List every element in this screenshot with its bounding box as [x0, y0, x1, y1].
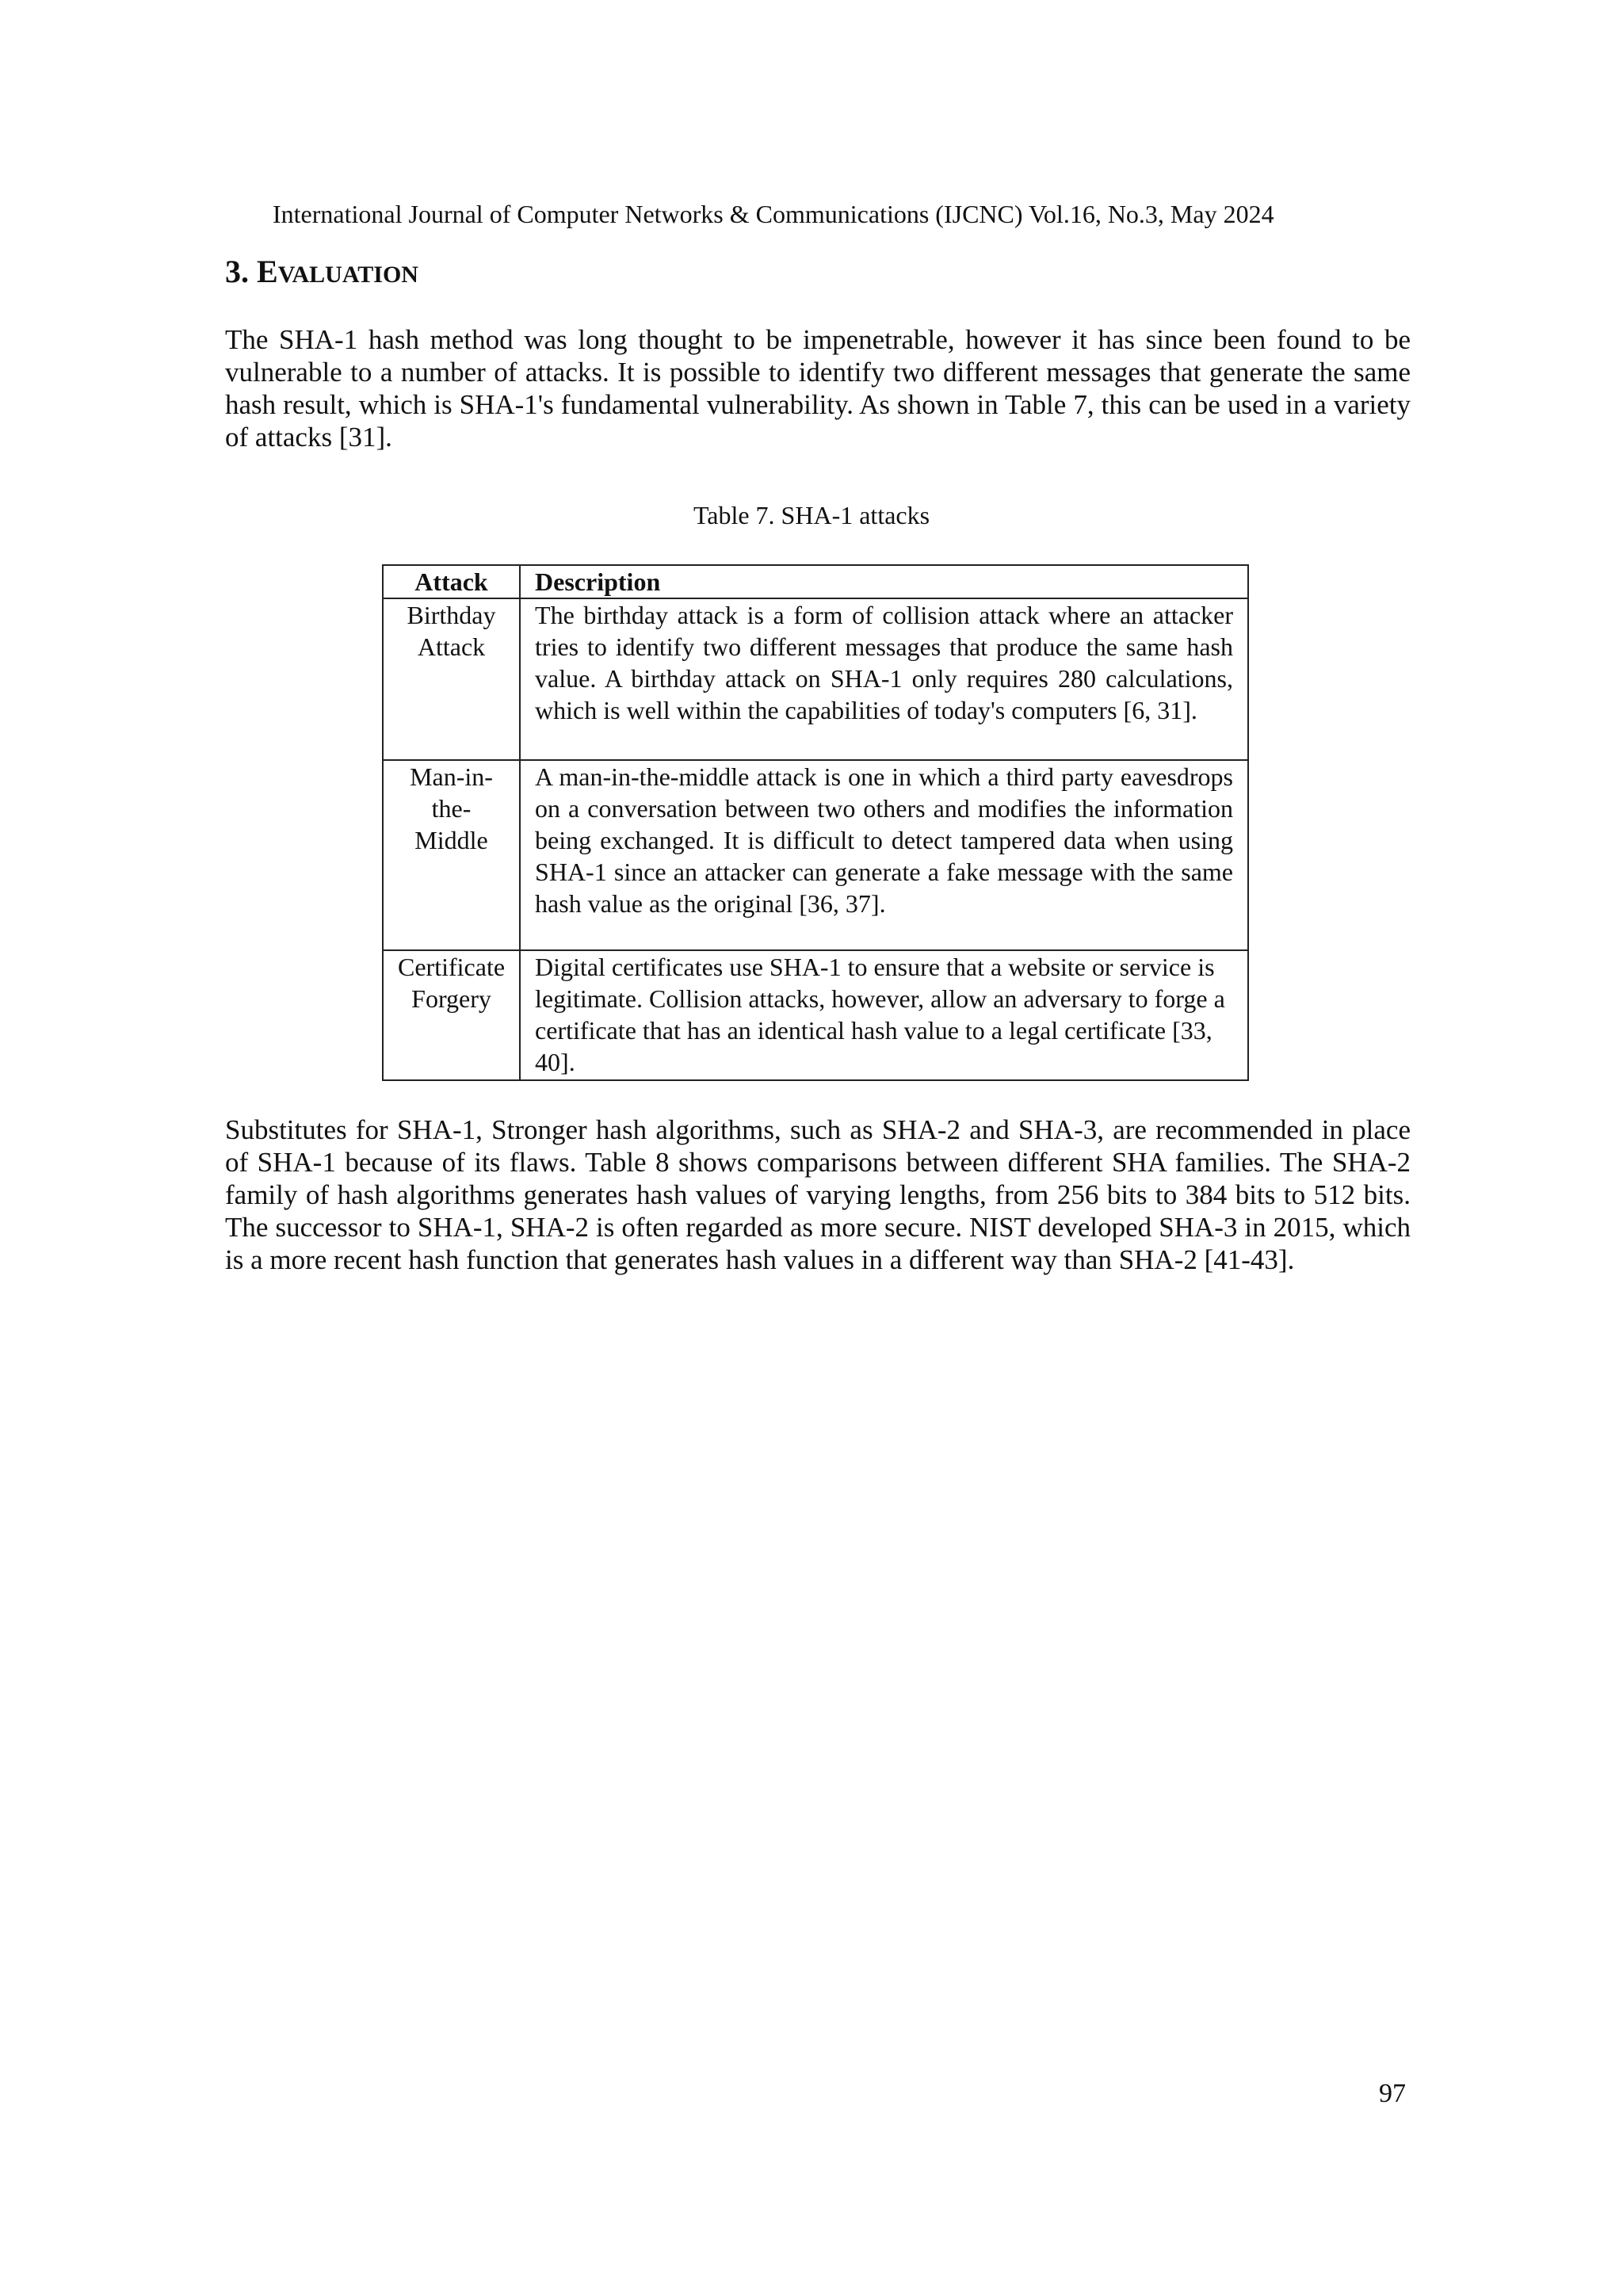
attacks-table: [382, 564, 1249, 1081]
table-row: [383, 760, 1248, 950]
substitutes-paragraph: Substitutes for SHA-1, Stronger hash algorithms, such as SHA-2 and SHA-3, are recommended in place of SHA-1 because of its flaws. Table 8 shows comparisons between different SHA families. The SHA-2 family of hash algorithms generates hash values of varying lengths, from 256 bits to 384 bits to 512 bits. The successor to SHA-1, SHA-2 is often regarded as more secure. NIST developed SHA-3 in 2015, which is a more recent hash function that generates hash values in a different way than SHA-2 [41-43].: [225, 1114, 1411, 1275]
table-row: [383, 598, 1248, 760]
journal-header: International Journal of Computer Networks & Communications (IJCNC) Vol.16, No.3, May 2024: [273, 200, 1274, 228]
description-cell: A man-in-the-middle attack is one in which a third party eavesdrops on a conversation between two others and modifies the information being exchanged. It is difficult to detect tampered data when using SHA-1 since an attacker can generate a fake message with the same hash value as the original [36, 37].: [520, 760, 1248, 950]
attack-name-cell: Man-in-the-Middle: [383, 760, 520, 950]
section-title-text: VALUATION: [277, 262, 418, 288]
description-cell: Digital certificates use SHA-1 to ensure that a website or service is legitimate. Collision attacks, however, allow an adversary to forge a certificate that has an identical hash value to a legal certificate [33, 40].: [520, 950, 1248, 1080]
table-caption: Table 7. SHA-1 attacks: [693, 501, 930, 529]
page-number: 97: [1379, 2079, 1406, 2108]
table-row: [383, 950, 1248, 1080]
description-cell: The birthday attack is a form of collision attack where an attacker tries to identify two different messages that produce the same hash value. A birthday attack on SHA-1 only requires 280 calculations, which is well within the capabilities of today's computers [6, 31].: [520, 598, 1248, 760]
attack-name-cell: Birthday Attack: [383, 598, 520, 760]
attack-name-cell: Certificate Forgery: [383, 950, 520, 1080]
table-header-row: [383, 565, 1248, 598]
section-number: 3. E: [225, 254, 278, 289]
section-heading: [225, 252, 418, 295]
column-header-attack: Attack: [383, 565, 520, 598]
intro-paragraph: The SHA-1 hash method was long thought to be impenetrable, however it has since been found to be vulnerable to a number of attacks. It is possible to identify two different messages that generate the same hash result, which is SHA-1's fundamental vulnerability. As shown in Table 7, this can be used in a variety of attacks [31].: [225, 324, 1411, 453]
column-header-description: Description: [520, 565, 1248, 598]
